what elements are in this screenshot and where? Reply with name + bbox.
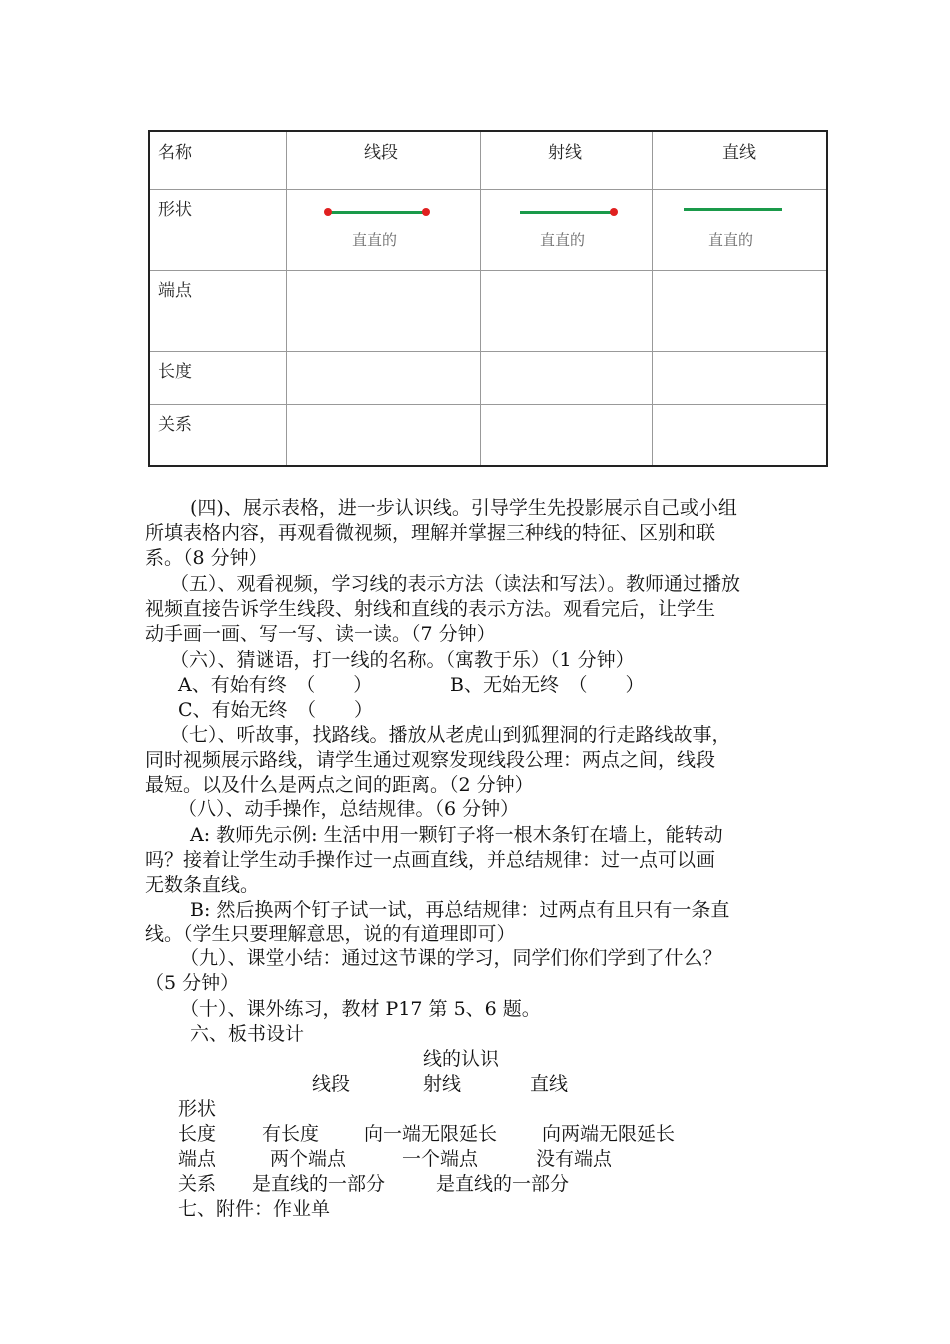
para7-line1: （七）、听故事，找路线。播放从老虎山到狐狸洞的行走路线故事， [170, 724, 731, 746]
board-col-segment: 线段 [312, 1073, 351, 1095]
board-relation-segment: 是直线的一部分 [252, 1173, 386, 1195]
header-segment: 线段 [364, 143, 398, 163]
header-line: 直线 [722, 143, 756, 163]
table-row-divider [150, 189, 826, 190]
segment-shape [328, 211, 426, 214]
board-relation-label: 关系 [178, 1173, 217, 1195]
row-label-shape: 形状 [158, 200, 192, 220]
board-length-ray: 向一端无限延长 [364, 1123, 498, 1145]
table-col-divider [286, 132, 287, 465]
board-shape-label: 形状 [178, 1098, 217, 1120]
comparison-table [148, 130, 828, 467]
board-endpoint-label: 端点 [178, 1148, 217, 1170]
para9-line2: （5 分钟） [145, 972, 240, 994]
table-row-divider [150, 351, 826, 352]
paraA-line3: 无数条直线。 [145, 874, 260, 896]
paraB-line1: B: 然后换两个钉子试一试，再总结规律：过两点有且只有一条直 [190, 899, 730, 921]
row-label-relation: 关系 [158, 415, 192, 435]
para7-line3: 最短。以及什么是两点之间的距离。（2 分钟） [145, 774, 534, 796]
board-endpoint-ray: 一个端点 [402, 1148, 479, 1170]
ray-endpoint [610, 208, 618, 216]
para4-line2: 所填表格内容，再观看微视频，理解并掌握三种线的特征、区别和联 [145, 522, 716, 544]
para8: （八）、动手操作，总结规律。（6 分钟） [178, 798, 520, 820]
table-row-divider [150, 270, 826, 271]
para4-line3: 系。（8 分钟） [145, 547, 268, 569]
table-col-divider [480, 132, 481, 465]
row-label-length: 长度 [158, 362, 192, 382]
para5-line2: 视频直接告诉学生线段、射线和直线的表示方法。观看完后，让学生 [145, 598, 716, 620]
board-col-ray: 射线 [423, 1073, 462, 1095]
section-heading-6: 六、板书设计 [190, 1023, 305, 1045]
section-heading-7: 七、附件：作业单 [178, 1198, 331, 1220]
para7-line2: 同时视频展示路线，请学生通过观察发现线段公理：两点之间，线段 [145, 749, 716, 771]
table-col-divider [652, 132, 653, 465]
paraB-line2: 线。（学生只要理解意思，说的有道理即可） [145, 923, 516, 945]
para5-line3: 动手画一画、写一写、读一读。（7 分钟） [145, 623, 496, 645]
para10: （十）、课外练习，教材 P17 第 5、6 题。 [180, 998, 541, 1020]
segment-endpoint-left [324, 208, 332, 216]
segment-caption: 直直的 [352, 231, 398, 249]
para6: （六）、猜谜语，打一线的名称。（寓教于乐）（1 分钟） [170, 649, 635, 671]
line-shape [684, 208, 782, 211]
row-label-endpoint: 端点 [158, 281, 192, 301]
riddle-option-a: A、有始有终 （ ） [178, 674, 373, 696]
para9-line1: （九）、课堂小结：通过这节课的学习，同学们你们学到了什么？ [180, 947, 722, 969]
para5-line1: （五）、观看视频，学习线的表示方法（读法和写法）。教师通过播放 [170, 573, 741, 595]
segment-endpoint-right [422, 208, 430, 216]
riddle-option-c: C、有始无终 （ ） [178, 699, 374, 721]
board-col-line: 直线 [530, 1073, 569, 1095]
riddle-option-b: B、无始无终 （ ） [450, 674, 645, 696]
paraA-line1: A: 教师先示例: 生活中用一颗钉子将一根木条钉在墙上，能转动 [190, 824, 723, 846]
board-endpoint-line: 没有端点 [536, 1148, 613, 1170]
ray-shape [520, 211, 614, 214]
header-name: 名称 [158, 143, 192, 163]
header-ray: 射线 [548, 143, 582, 163]
line-caption: 直直的 [708, 231, 754, 249]
board-title: 线的认识 [423, 1048, 500, 1070]
board-length-line: 向两端无限延长 [542, 1123, 676, 1145]
ray-caption: 直直的 [540, 231, 586, 249]
table-row-divider [150, 404, 826, 405]
board-endpoint-segment: 两个端点 [270, 1148, 347, 1170]
paraA-line2: 吗？接着让学生动手操作过一点画直线，并总结规律：过一点可以画 [145, 849, 716, 871]
board-relation-ray: 是直线的一部分 [436, 1173, 570, 1195]
board-length-label: 长度 [178, 1123, 217, 1145]
para4-line1: (四)、展示表格，进一步认识线。引导学生先投影展示自己或小组 [190, 497, 737, 519]
board-length-segment: 有长度 [262, 1123, 320, 1145]
